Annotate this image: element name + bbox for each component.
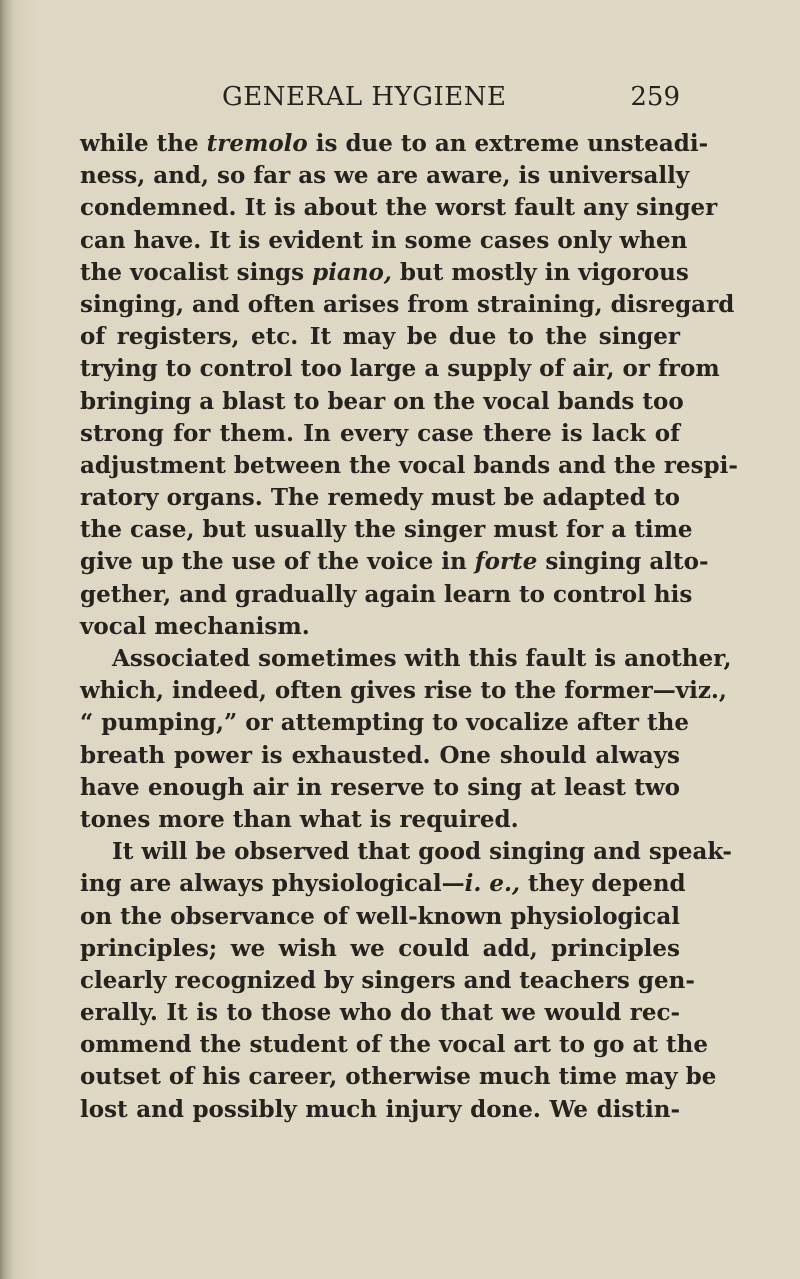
- text-line: give up the use of the voice in forte singing alto-: [80, 548, 709, 576]
- binding-gutter-shadow: [0, 0, 14, 1279]
- text-line: erally. It is to those who do that we would rec-: [80, 999, 680, 1027]
- body-text: [80, 128, 738, 1126]
- text-line: which, indeed, often gives rise to the former—viz.,: [80, 677, 727, 705]
- text-line: condemned. It is about the worst fault any singer: [80, 194, 718, 222]
- text-line: breath power is exhausted. One should always: [80, 741, 680, 769]
- text-line: clearly recognized by singers and teachers gen-: [80, 966, 695, 994]
- text-line: on the observance of well-known physiological: [80, 902, 680, 930]
- page-header: [222, 82, 680, 122]
- text-line: It will be observed that good singing and speak-: [112, 838, 732, 866]
- page-number: 259: [630, 82, 680, 112]
- text-line: singing, and often arises from straining, disregard: [80, 290, 735, 318]
- text-line: gether, and gradually again learn to control his: [80, 580, 693, 608]
- text-line: lost and possibly much injury done. We distin-: [80, 1095, 680, 1123]
- text-line: principles; we wish we could add, principles: [80, 934, 680, 962]
- text-line: ratory organs. The remedy must be adapted to: [80, 484, 680, 512]
- text-line: tones more than what is required.: [80, 805, 519, 833]
- text-line: vocal mechanism.: [80, 612, 310, 640]
- text-line: strong for them. In every case there is lack of: [80, 419, 680, 447]
- text-line: the case, but usually the singer must for a time: [80, 516, 693, 544]
- text-line: while the tremolo is due to an extreme unsteadi-: [80, 130, 709, 157]
- text-line: Associated sometimes with this fault is another,: [112, 645, 732, 672]
- text-line: ommend the student of the vocal art to go at the: [80, 1031, 708, 1059]
- text-line: the vocalist sings piano, but mostly in vigorous: [80, 258, 689, 286]
- text-line: trying to control too large a supply of air, or from: [80, 355, 720, 383]
- text-line: ness, and, so far as we are aware, is universally: [80, 162, 690, 190]
- text-line: of registers, etc. It may be due to the singer: [80, 323, 680, 351]
- text-line: “ pumping,” or attempting to vocalize after the: [80, 709, 690, 737]
- text-line: have enough air in reserve to sing at least two: [80, 773, 680, 801]
- text-line: ing are always physiological—i. e., they depend: [80, 870, 686, 898]
- text-line: can have. It is evident in some cases only when: [80, 226, 688, 254]
- text-line: outset of his career, otherwise much time may be: [80, 1063, 717, 1091]
- text-line: bringing a blast to bear on the vocal bands too: [80, 387, 684, 415]
- text-line: adjustment between the vocal bands and the respi-: [80, 451, 738, 479]
- running-head: GENERAL HYGIENE: [222, 82, 507, 112]
